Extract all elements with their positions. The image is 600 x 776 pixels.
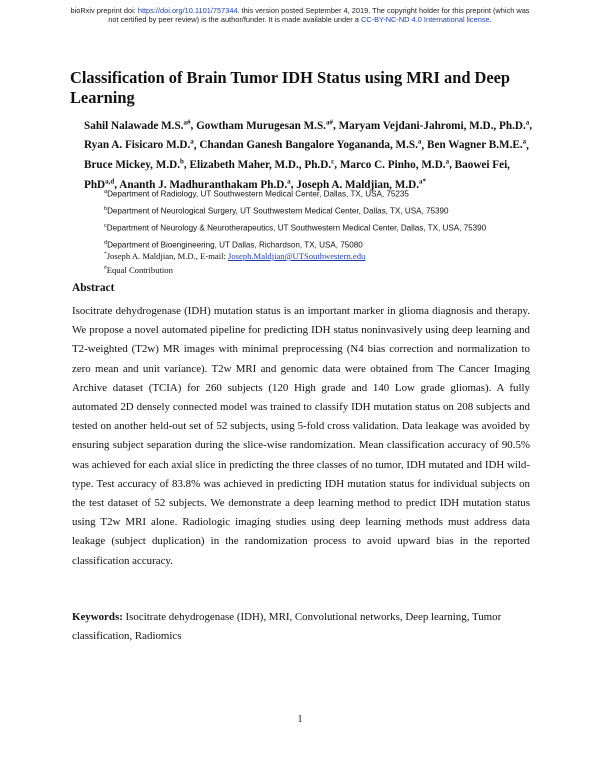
keywords-label: Keywords: [72, 611, 123, 623]
corresponding-author-note: *Joseph A. Maldjian, M.D., E-mail: Joseph.Maldjian@UTSouthwestern.edu [104, 250, 366, 261]
author-name: Ben Wagner B.M.E.$^a$ [427, 137, 527, 152]
author-name: Elizabeth Maher, M.D., Ph.D.$^c$ [189, 157, 335, 172]
keywords [72, 608, 530, 646]
author-name: Marco C. Pinho, M.D.$^a$ [339, 157, 450, 172]
keywords-text: Isocitrate dehydrogenase (IDH), MRI, Convolutional networks, Deep learning, Tumor classification, Radiomics [72, 611, 502, 643]
author-name: Ryan A. Fisicaro M.D.$^a$ [84, 137, 194, 152]
author-name: Maryam Vejdani-Jahromi, M.D., Ph.D.$^a$ [338, 118, 530, 132]
author-notes [104, 248, 554, 276]
affiliation-list [104, 185, 554, 253]
author-name: Gowtham Murugesan M.S.$^{a\#}$ [196, 118, 333, 132]
affiliation-item: $^b$Department of Neurological Surgery, UT Southwestern Medical Center, Dallas, TX, USA, 75390 [104, 205, 449, 216]
license-link[interactable]: CC-BY-NC-ND 4.0 International license [360, 15, 490, 25]
paper-title: Classification of Brain Tumor IDH Status using MRI and Deep Learning [70, 68, 511, 107]
author-name: Ananth J. Madhuranthakam Ph.D.$^a$ [119, 177, 291, 191]
author-name: Sahil Nalawade M.S.$^{a\#}$ [84, 118, 191, 132]
doi-link[interactable]: https://doi.org/10.1101/757344 [137, 6, 238, 15]
affiliation-item: $^d$Department of Bioengineering, UT Dallas, Richardson, TX, USA, 75080 [104, 239, 363, 250]
author-name: Baowei Fei, PhD$^{a,d}$ [84, 159, 510, 191]
header-line-2: not certified by peer review) is the author/funder. It is made available under a CC-BY-NC-ND 4.0 International license. [108, 15, 492, 25]
preprint-header [40, 6, 560, 25]
abstract-heading: Abstract [72, 282, 115, 294]
corresponding-email-link[interactable]: Joseph.Maldjian@UTSouthwestern.edu [228, 250, 366, 261]
equal-contribution-note: #Equal Contribution [104, 264, 173, 275]
header-line-1: bioRxiv preprint doi: https://doi.org/10.1101/757344. this version posted September 4, 2019. The copyright holder for this preprint (which was [70, 6, 530, 15]
page-number: 1 [297, 714, 303, 725]
author-name: Bruce Mickey, M.D.$^b$ [84, 157, 184, 172]
affiliation-item: $^c$Department of Neurology & Neurotherapeutics, UT Southwestern Medical Center, Dallas, TX, USA, 75390 [104, 222, 487, 233]
abstract-text: Isocitrate dehydrogenase (IDH) mutation status is an important marker in glioma diagnosis and therapy. We propose a novel automated pipeline for predicting IDH status noninvasively using deep learning and T2-weighted (T2w) MR images with minimal preprocessing (N4 bias correction and normalization to zero mean and unit variance). T2w MRI and genomic data were obtained from The Cancer Imaging Archive dataset (TCIA) for 260 subjects (120 High grade and 140 Low grade gliomas). A fully automated 2D densely connected model was trained to classify IDH mutation status on 208 subjects and tested on another held-out set of 52 subjects, using 5-fold cross validation. Data leakage was avoided by ensuring subject separation during the slice-wise randomization. Mean classification accuracy of 90.5% was achieved for each axial slice in predicting the three classes of no tumor, IDH mutated and IDH wild-type. Test accuracy of 83.8% was achieved in predicting IDH mutation status for individual subjects on the test dataset of 52 subjects. We demonstrate a deep learning method to predict IDH mutation status using T2w MRI alone. Radiologic imaging studies using deep learning methods must address data leakage (subject duplication) in the randomization process to avoid upward bias in the reported classification accuracy. [72, 305, 530, 567]
author-name: Chandan Ganesh Bangalore Yogananda, M.S.$^a$ [199, 137, 422, 152]
author-name: Joseph A. Maldjian, M.D.$^{a*}$ [296, 177, 426, 191]
author-list: Sahil Nalawade M.S.$^{a\#}$, Gowtham Murugesan M.S.$^{a\#}$, Maryam Vejdani-Jahromi, M.D., Ph.D.$^a$, Ryan A. Fisicaro M.D.$^a$, Chandan Ganesh Bangalore Yogananda, M.S.$^a$, Ben Wagner B.M.E.$^a$, Bruce Mickey, M.D.$^b$, Elizabeth Maher, M.D., Ph.D.$^c$, Marco C. Pinho, M.D.$^a$, Baowei Fei, PhD$^{a,d}$, Ananth J. Madhuranthakam Ph.D.$^a$, Joseph A. Maldjian, M.D.$^{a*}$ [84, 118, 533, 191]
affiliation-item: $^a$Department of Radiology, UT Southwestern Medical Center, Dallas, TX, USA, 75235 [104, 189, 409, 199]
